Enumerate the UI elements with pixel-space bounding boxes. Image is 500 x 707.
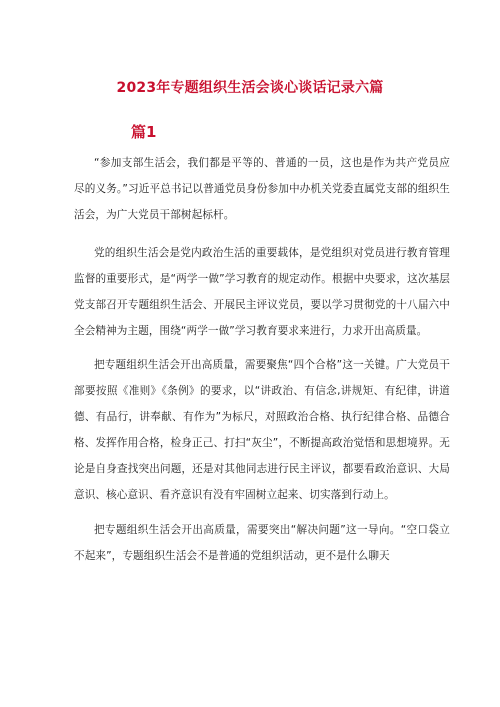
document-title: 2023年专题组织生活会谈心谈话记录六篇 <box>116 80 384 96</box>
section-heading: 篇1 <box>131 123 157 141</box>
paragraph-3: 把专题组织生活会开出高质量，需要聚焦“四个合格”这一关键。广大党员干部要按照《准则》《条例》的要求，以“讲政治、有信念,讲规矩、有纪律，讲道德、有品行，讲奉献、有作为”为标尺，对照政治合格、执行纪律合格、品德合格、发挥作用合格，检身正己、打扫“灰尘”，不断提高政治觉悟和思想境界。无论是自身查找突出问题，还是对其他同志进行民主评议，都要看政治意识、大局意识、核心意识、看齐意识有没有牢固树立起来、切实落到行动上。 <box>74 359 450 501</box>
paragraph-1: “参加支部生活会，我们都是平等的、普通的一员，这也是作为共产党员应尽的义务。”习近平总书记以普通党员身份参加中办机关党委直属党支部的组织生活会，为广大党员干部树起标杆。 <box>74 157 450 221</box>
paragraph-4: 把专题组织生活会开出高质量，需要突出“解决问题”这一导向。“空口袋立不起来”，专题组织生活会不是普通的党组织活动，更不是什么聊天 <box>74 524 450 562</box>
paragraph-2: 党的组织生活会是党内政治生活的重要载体，是党组织对党员进行教育管理监督的重要形式，是“两学一做”学习教育的规定动作。根据中央要求，这次基层党支部召开专题组织生活会、开展民主评议党员，要以学习贯彻党的十八届六中全会精神为主题，围绕“两学一做”学习教育要求来进行，力求开出高质量。 <box>74 247 450 337</box>
